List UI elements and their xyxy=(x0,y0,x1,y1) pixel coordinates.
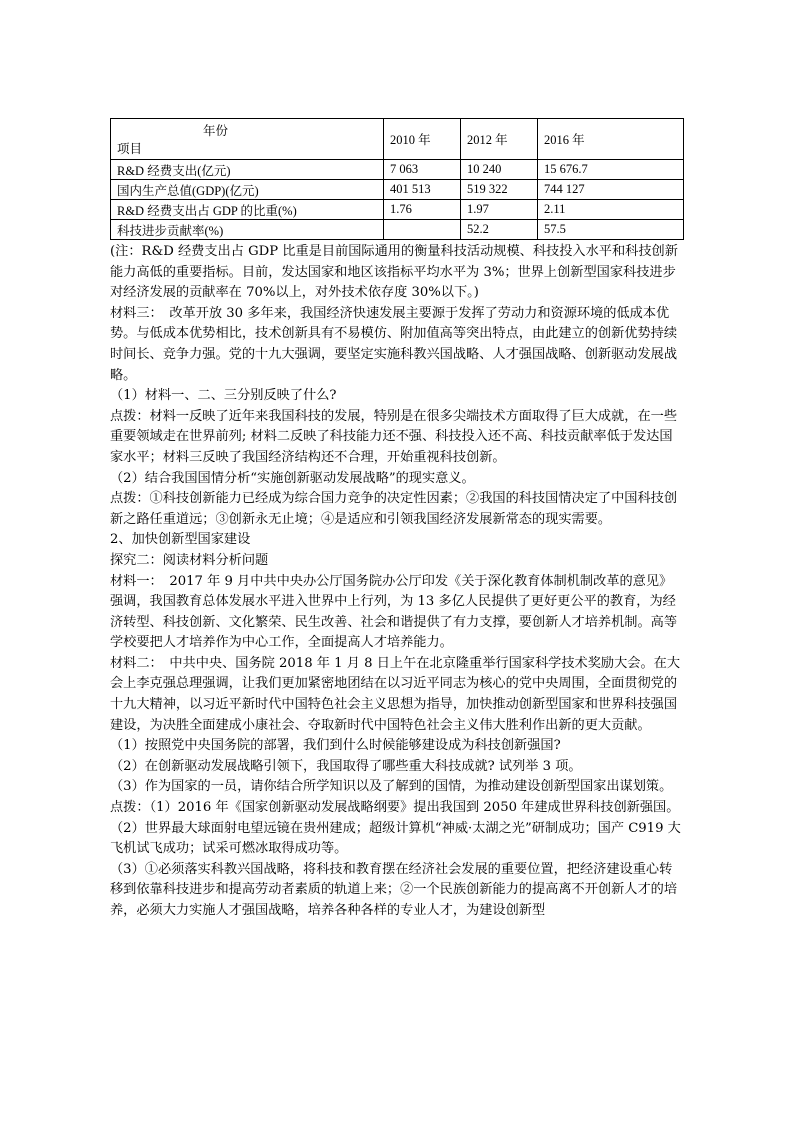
table-row xyxy=(111,160,684,180)
section-heading: 2、加快创新型国家建设 xyxy=(110,532,251,548)
material-one-paragraph: 材料一： 2017 年 9 月中共中央办公厅国务院办公厅印发《关于深化教育体制机制改革的意见》强调，我国教育总体发展水平进入世界中上行列，为 13 多亿人民提供了更好更公平的教育，为经济转型、科技创新、文化繁荣、民生改善、社会和谐提供了有力支撑，要创新人才培养机制。高等学校要把人才培养作为中心工作，全面提高人才培养能力。 xyxy=(110,573,678,651)
hint-paragraph: （2）世界最大球面射电望远镜在贵州建成；超级计算机“神威·太湖之光”研制成功；国产 C919 大飞机试飞成功；试采可燃冰取得成功等。 xyxy=(110,820,681,857)
table-row xyxy=(111,200,684,220)
question-paragraph: （1）材料一、二、三分别反映了什么? xyxy=(110,388,337,404)
table-cell xyxy=(384,220,461,240)
year-header: 2012 年 xyxy=(461,119,538,160)
year-header: 2016 年 xyxy=(538,119,684,160)
table-row xyxy=(111,180,684,200)
table-cell: 744 127 xyxy=(538,180,684,200)
material-three-paragraph: 材料三： 改革开放 30 多年来，我国经济快速发展主要源于发挥了劳动力和资源环境的低成本优势。与低成本优势相比，技术创新具有不易模仿、附加值高等突出特点，由此建立的创新优势持续时间长、竞争力强。党的十九大强调，要坚定实施科教兴国战略、人才强国战略、创新驱动发展战略。 xyxy=(110,305,678,383)
table-row xyxy=(111,220,684,240)
table-cell: 52.2 xyxy=(461,220,538,240)
hint-paragraph: 点拨：材料一反映了近年来我国科技的发展，特别是在很多尖端技术方面取得了巨大成就，在一些重要领域走在世界前列; 材料二反映了科技能力还不强、科技投入还不高、科技贡献率低于发达国家水平；材料三反映了我国经济结构还不合理，开始重视科技创新。 xyxy=(110,408,678,465)
row-label: 国内生产总值(GDP)(亿元) xyxy=(111,180,384,200)
hint-paragraph: （3）①必须落实科教兴国战略，将科技和教育摆在经济社会发展的重要位置，把经济建设重心转移到依靠科技进步和提高劳动者素质的轨道上来；②一个民族创新能力的提高离不开创新人才的培养，必须大力实施人才强国战略，培养各种各样的专业人才，为建设创新型 xyxy=(110,861,678,918)
material-two-paragraph: 材料二： 中共中央、国务院 2018 年 1 月 8 日上午在北京隆重举行国家科学技术奖励大会。在大会上李克强总理强调，让我们更加紧密地团结在以习近平同志为核心的党中央周围，全面贯彻党的十九大精神，以习近平新时代中国特色社会主义思想为指导，加快推动创新型国家和世界科技强国建设，为决胜全面建成小康社会、夺取新时代中国特色社会主义伟大胜利作出新的更大贡献。 xyxy=(110,655,681,733)
question-paragraph: （2）在创新驱动发展战略引领下，我国取得了哪些重大科技成就? 试列举 3 项。 xyxy=(110,758,582,774)
table-cell: 1.76 xyxy=(384,200,461,220)
table-cell: 10 240 xyxy=(461,160,538,180)
note-paragraph: (注：R&D 经费支出占 GDP 比重是目前国际通用的衡量科技活动规模、科技投入水平和科技创新能力高低的重要指标。目前，发达国家和地区该指标平均水平为 3%；世界上创新型国家科技进步对经济发展的贡献率在 70%以上，对外技术依存度 30%以下。) xyxy=(110,244,678,301)
corner-year-label: 年份 xyxy=(203,124,229,138)
table-corner-cell xyxy=(111,119,384,160)
row-label: R&D 经费支出占 GDP 的比重(%) xyxy=(111,200,384,220)
data-table xyxy=(110,118,684,240)
row-label: 科技进步贡献率(%) xyxy=(111,220,384,240)
table-cell: 7 063 xyxy=(384,160,461,180)
corner-item-label: 项目 xyxy=(117,142,143,156)
question-paragraph: （1）按照党中央国务院的部署，我们到什么时候能够建设成为科技创新强国? xyxy=(110,738,561,754)
hint-paragraph: 点拨：（1）2016 年《国家创新驱动发展战略纲要》提出我国到 2050 年建成世界科技创新强国。 xyxy=(110,800,680,816)
table-cell: 2.11 xyxy=(538,200,684,220)
year-header: 2010 年 xyxy=(384,119,461,160)
exploration-heading: 探究二：阅读材料分析问题 xyxy=(110,552,269,568)
table-cell: 15 676.7 xyxy=(538,160,684,180)
table-cell: 57.5 xyxy=(538,220,684,240)
body-text xyxy=(110,242,682,922)
document-page xyxy=(110,118,690,922)
row-label: R&D 经费支出(亿元) xyxy=(111,160,384,180)
table-cell: 401 513 xyxy=(384,180,461,200)
question-paragraph: （3）作为国家的一员，请你结合所学知识以及了解到的国情，为推动建设创新型国家出谋划策。 xyxy=(110,779,673,795)
table-cell: 1.97 xyxy=(461,200,538,220)
question-paragraph: （2）结合我国国情分析“实施创新驱动发展战略”的现实意义。 xyxy=(110,470,475,486)
hint-paragraph: 点拨：①科技创新能力已经成为综合国力竞争的决定性因素；②我国的科技国情决定了中国科技创新之路任重道远；③创新永无止境；④是适应和引领我国经济发展新常态的现实需要。 xyxy=(110,491,678,527)
table-header-row xyxy=(111,119,684,160)
table-cell: 519 322 xyxy=(461,180,538,200)
